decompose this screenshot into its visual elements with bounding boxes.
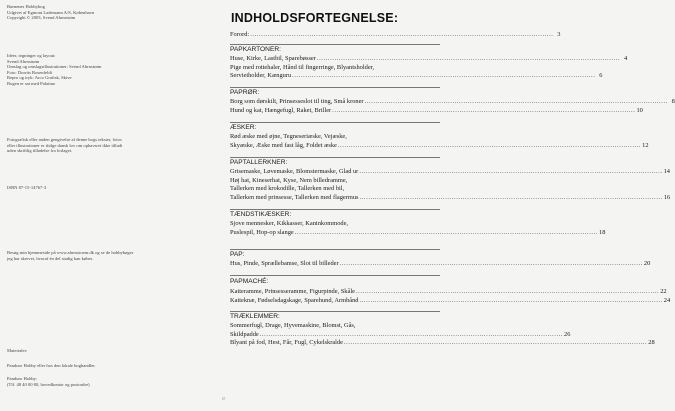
credits-line: Repro og tryk: Arco Grafisk, Skive [7, 75, 72, 81]
entry-text: Katteramme, Prinsesseramme, Figurpinde, Skåle [230, 288, 355, 295]
section-title: PAPMACHÉ: [230, 278, 269, 285]
colophon-line: Copyright © 2003, Svend Ahrnstrøm [7, 15, 76, 21]
entry-text: Sjove mennesker, Kikkasser, Kaninkommode, [230, 220, 349, 227]
entry-page: 16 [663, 193, 671, 201]
entry-text: Skildpadde [230, 330, 259, 338]
entry-text: Borg som dørskilt, Prinsesseslot til ting, Små kroner [230, 98, 364, 105]
toc-section-entries: Huse, Kirke, Lastbil, Sparebøsser .......................................................................................................................................... 4 Pige med rottehaler, Hånd til fingerringe, Blyantsholder, Servietholder, Kænguru .......................................................................................................................................... 6 [230, 55, 628, 80]
table-of-contents [230, 0, 675, 411]
toc-section-entries: Sjove mennesker, Kikkasser, Kaninkommode, Puslespil, Hop-op slange .......................................................................................................................................... 18 [230, 220, 606, 236]
entry-text: Blyant på fod, Hest, Får, Fugl, Cykelskralde [230, 339, 343, 347]
entry-page: 28 [648, 339, 655, 347]
materials-label: Materialer: [7, 348, 28, 353]
notice-line: eller illustrationer er ifølge dansk lov om ophavsret ikke tilladt [7, 142, 123, 148]
website-notice [7, 250, 207, 261]
toc-section-entries: Rød æske med øjne, Tegneseriæske, Vejæske, Skyæske, Æske med fast låg, Foldet æske .......................................................................................................................................... 12 [230, 133, 649, 149]
entry-text: Puslespil, Hop-op slange [230, 228, 294, 236]
materials [7, 348, 207, 354]
entry-page: 20 [643, 260, 651, 267]
publisher-info [7, 4, 207, 21]
notice-line: Fotografisk eller anden gengivelse af denne bogs tekster, fotos [7, 137, 122, 142]
notice-line: uden skriftlig tilladelse fra forlaget. [7, 148, 73, 154]
materials-line: Panduro Hobby eller hos den lokale boghandler. [7, 363, 96, 368]
colophon-line: Udgivet af Egmont Lademann A/S, København [7, 9, 95, 15]
section-title: TÆNDSTIKÆSKER: [230, 211, 292, 218]
section-divider [230, 311, 440, 312]
entry-text: Hund og kat, Hængefugl, Raket, Briller [230, 106, 332, 114]
panduro-line: (Tlf. 48 40 00 80, hovedkontor og postordre) [7, 381, 90, 387]
entry-text: Hus, Pinde, Sprællebamse, Slot til billeder [230, 260, 339, 267]
credits-line: Svend Ahrnstrøm [7, 58, 40, 64]
section-title: ÆSKER: [230, 124, 257, 131]
entry-text: Høj hat, Kineserhat, Kyse, Nem billedramme, [230, 176, 348, 184]
isbn [7, 185, 207, 191]
toc-section-entries: Katteramme, Prinsesseramme, Figurpinde, Skåle .......................................................................................................................................... 22 Katteknæ, Fødselsdagskage, Sparehund, Armbånd .......................................................................................................................................... 24 [230, 288, 671, 304]
toc-section-entries: Hus, Pinde, Sprællebamse, Slot til billeder .......................................................................................................................................... 20 [230, 260, 651, 267]
entry-page: 3 [557, 31, 561, 38]
entry-page: 4 [623, 55, 628, 62]
entry-text: Servietholder, Kænguru [230, 72, 292, 80]
credits-line: Foto: Dorrits Rosenfeldt [7, 69, 52, 75]
copyright-notice [7, 137, 207, 154]
section-divider [230, 249, 440, 250]
toc-entry-foreword: Forord: .......................................................................................................................................... 3 [230, 31, 561, 38]
entry-text: Rød æske med øjne, Tegneseriæske, Vejæske, [230, 133, 347, 140]
panduro-info [7, 376, 207, 387]
section-divider [230, 275, 440, 276]
section-divider [230, 44, 440, 45]
section-title: PAPKARTONER: [230, 46, 281, 53]
section-divider [230, 87, 440, 88]
entry-text: Tallerken med prinsesse, Tallerken med flagermus [230, 193, 359, 201]
entry-page: 6 [599, 72, 603, 80]
isbn-line: ISBN 87-15-14767-3 [7, 185, 47, 190]
colophon-page [7, 4, 207, 408]
section-divider [230, 122, 440, 123]
entry-text: Forord: [230, 31, 250, 38]
section-divider [230, 209, 440, 210]
materials-info [7, 363, 207, 369]
entry-text: Katteknæ, Fødselsdagskage, Sparehund, Armbånd [230, 296, 359, 304]
credits [7, 53, 207, 87]
section-title: PAPTALLERKNER: [230, 159, 288, 166]
section-divider [230, 157, 440, 158]
entry-page: 22 [660, 288, 667, 295]
section-title: PAP: [230, 251, 245, 258]
colophon-line: Børnenes Hobbybog [7, 4, 45, 9]
section-title: PAPRØR: [230, 89, 260, 96]
website-line: Besøg min hjemmeside på www.ahrnstroem.dk og se de hobbybøger [7, 250, 134, 255]
entry-page: 26 [564, 330, 571, 338]
website-line: jeg har skrevet, hvoraf én del stadig kan købes. [7, 255, 94, 261]
toc-section-entries: Grisemaske, Løvemaske, Blomstermaske, Glad ur .......................................................................................................................................... 14 Høj hat, Kineserhat, Kyse, Nem billedramme, Tallerken med krokodille, Tallerken med bil, Tallerken med prinsesse, Tallerken med flagermus .......................................................................................................................................... 16 [230, 168, 671, 201]
entry-page: 8 [671, 98, 675, 105]
entry-text: Huse, Kirke, Lastbil, Sparebøsser [230, 55, 316, 62]
entry-text: Tallerken med krokodille, Tallerken med bil, [230, 185, 345, 193]
entry-page: 12 [642, 141, 649, 149]
toc-section-entries: Sommerfugl, Drage, Hyvemaskine, Blomst, Gås, Skildpadde .......................................................................................................................................... 26 Blyant på fod, Hest, Får, Fugl, Cykelskralde .......................................................................................................................................... 28 [230, 322, 655, 347]
entry-page: 14 [663, 168, 670, 175]
entry-text: Skyæske, Æske med fast låg, Foldet æske [230, 141, 337, 149]
credits-line: Ideer, tegninger og layout: [7, 53, 56, 58]
entry-text: Pige med rottehaler, Hånd til fingerringe, Blyantsholder, [230, 63, 375, 71]
credits-line: Bogen er sat med Palatino [7, 80, 56, 86]
entry-text: Sommerfugl, Drage, Hyvemaskine, Blomst, Gås, [230, 322, 356, 329]
toc-title: INDHOLDSFORTEGNELSE: [231, 11, 399, 25]
entry-text: Grisemaske, Løvemaske, Blomstermaske, Glad ur [230, 168, 359, 175]
credits-line: Omslag og omslagsillustrationer: Svend Ahrnstrøm [7, 64, 102, 70]
page-mark: ø [222, 396, 225, 402]
section-title: TRÆKLEMMER: [230, 313, 280, 320]
entry-page: 24 [663, 296, 671, 304]
toc-section-entries: Borg som dørskilt, Prinsesseslot til ting, Små kroner .......................................................................................................................................... 8 Hund og kat, Hængefugl, Raket, Briller .......................................................................................................................................... 10 [230, 98, 675, 114]
panduro-line: Panduro Hobby: [7, 376, 38, 381]
entry-page: 18 [599, 228, 606, 236]
entry-page: 10 [636, 106, 643, 114]
